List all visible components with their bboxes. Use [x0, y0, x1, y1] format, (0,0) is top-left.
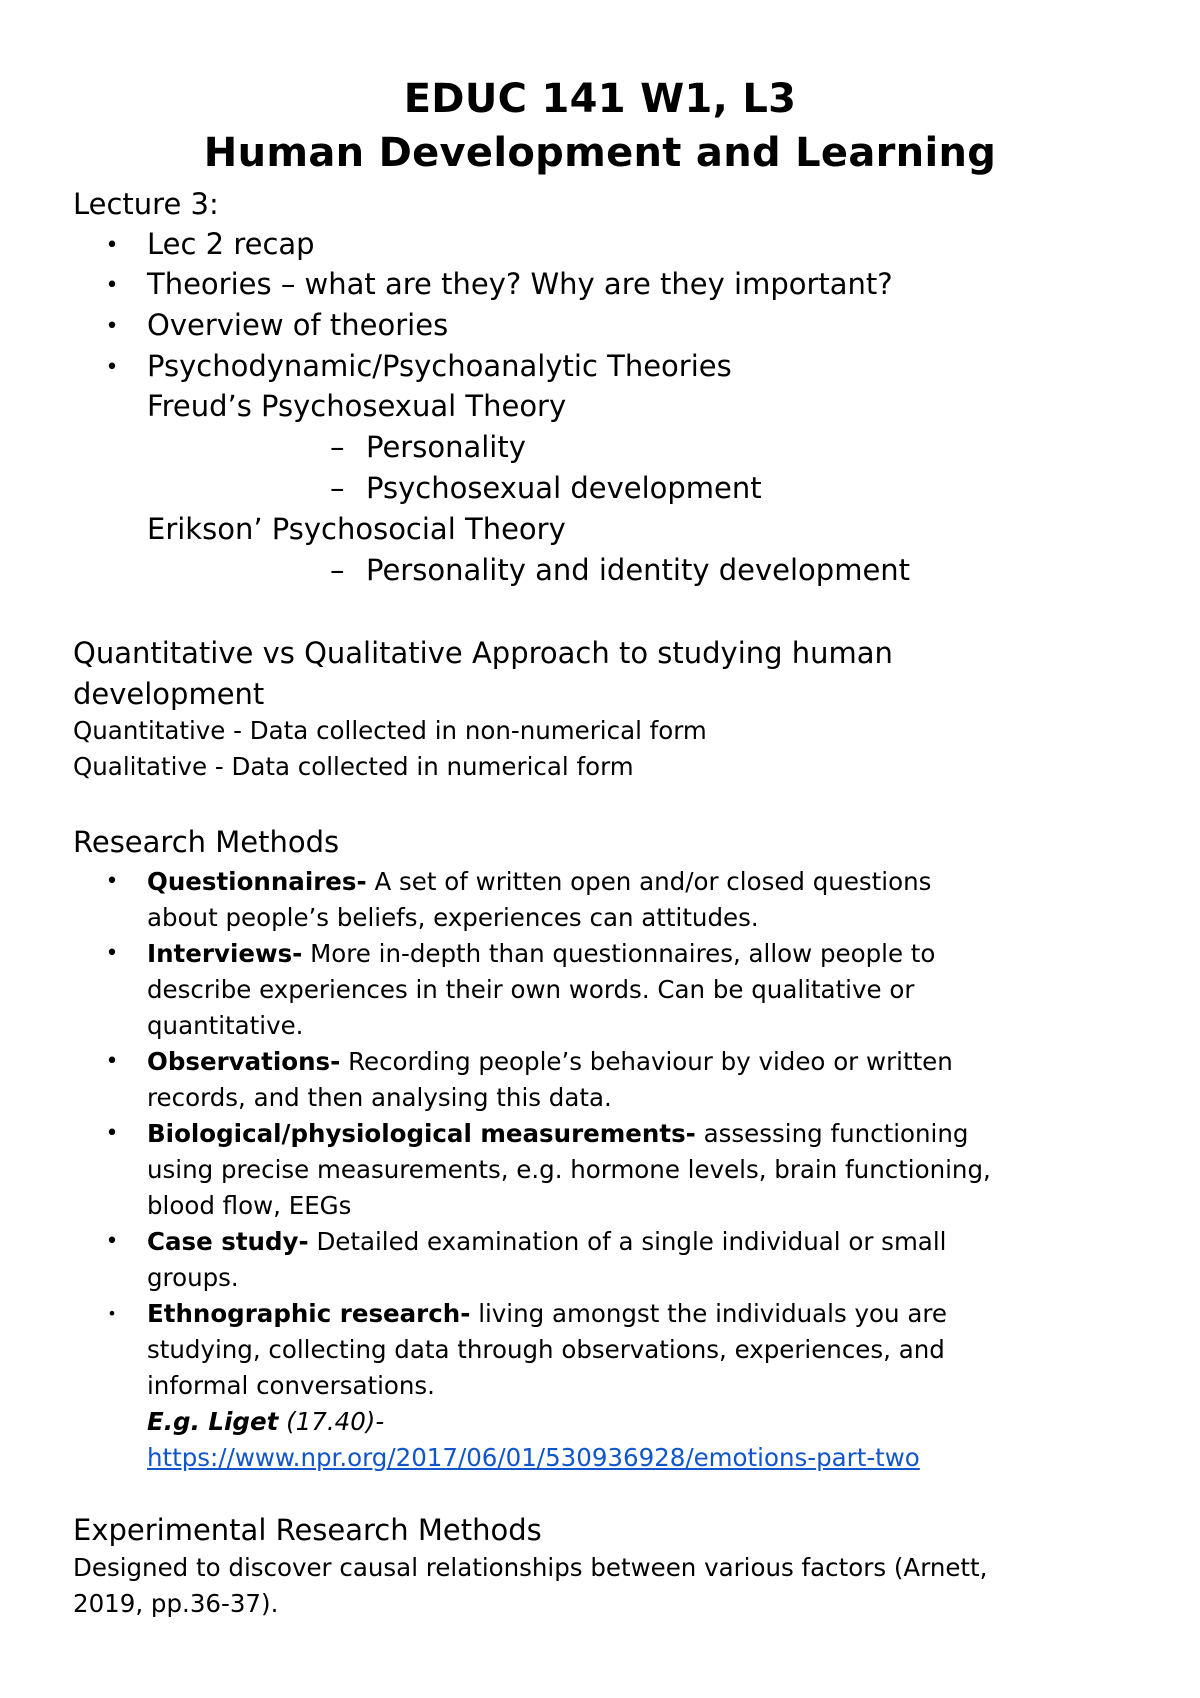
bullet-icon: • [105, 1049, 119, 1074]
method-description: informal conversations. [147, 1371, 435, 1400]
lecture-heading: Lecture 3: [73, 187, 219, 221]
bullet-icon: • [105, 941, 119, 966]
method-description: quantitative. [147, 1011, 304, 1040]
method-description: assessing functioning [695, 1119, 969, 1148]
method-description: A set of written open and/or closed questions [366, 867, 932, 896]
method-description: blood flow, EEGs [147, 1191, 352, 1220]
method-term: Case study- [147, 1227, 309, 1256]
erikson-theory-title: Erikson’ Psychosocial Theory [147, 512, 566, 546]
method-term: Ethnographic research- [147, 1299, 471, 1328]
bullet-icon: • [107, 1304, 117, 1323]
method-term: Questionnaires- [147, 867, 367, 896]
approach-heading-line1: Quantitative vs Qualitative Approach to studying human [73, 636, 893, 670]
method-term: Biological/physiological measurements- [147, 1119, 696, 1148]
course-title: EDUC 141 W1, L3 [403, 76, 797, 122]
bullet-icon: • [105, 869, 119, 894]
method-term: Observations- [147, 1047, 341, 1076]
bullet-icon: • [105, 314, 119, 339]
example-link[interactable] [147, 1442, 920, 1474]
quantitative-definition: Quantitative - Data collected in non-numerical form [73, 716, 707, 745]
method-description: groups. [147, 1263, 239, 1292]
research-methods-heading: Research Methods [73, 825, 340, 859]
qualitative-definition: Qualitative - Data collected in numerical form [73, 752, 634, 781]
erikson-point: Personality and identity development [366, 553, 911, 587]
method-description: studying, collecting data through observations, experiences, and [147, 1335, 945, 1364]
method-description: describe experiences in their own words. Can be qualitative or [147, 975, 915, 1004]
method-description: using precise measurements, e.g. hormone levels, brain functioning, [147, 1155, 991, 1184]
method-description: Recording people’s behaviour by video or written [340, 1047, 953, 1076]
method-description: living amongst the individuals you are [470, 1299, 947, 1328]
example-time: (17.40)- [278, 1407, 385, 1436]
experimental-heading: Experimental Research Methods [73, 1513, 542, 1547]
method-ethnographic [147, 1298, 947, 1330]
method-term: Interviews- [147, 939, 303, 968]
example-label: E.g. Liget [147, 1407, 279, 1436]
example-reference [147, 1406, 384, 1438]
lecture-item: Overview of theories [147, 308, 449, 342]
dash-icon: – [330, 471, 345, 505]
method-biological [147, 1118, 968, 1150]
bullet-icon: • [105, 233, 119, 258]
bullet-icon: • [105, 1229, 119, 1254]
example-link-text[interactable]: https://www.npr.org/2017/06/01/530936928/emotions-part-two [147, 1443, 920, 1472]
course-subtitle: Human Development and Learning [203, 130, 997, 176]
bullet-icon: • [105, 273, 119, 298]
approach-heading-line2: development [73, 677, 265, 711]
method-observations [147, 1046, 953, 1078]
freud-theory-title: Freud’s Psychosexual Theory [147, 389, 567, 423]
dash-icon: – [330, 553, 345, 587]
freud-point: Psychosexual development [366, 471, 762, 505]
bullet-icon: • [105, 355, 119, 380]
method-description: More in-depth than questionnaires, allow people to [302, 939, 936, 968]
method-case-study [147, 1226, 946, 1258]
method-description: records, and then analysing this data. [147, 1083, 612, 1112]
method-questionnaires [147, 866, 931, 898]
dash-icon: – [330, 430, 345, 464]
experimental-text-line2: 2019, pp.36-37). [73, 1589, 279, 1618]
lecture-item: Theories – what are they? Why are they important? [147, 267, 893, 301]
experimental-text-line1: Designed to discover causal relationships between various factors (Arnett, [73, 1553, 988, 1582]
freud-point: Personality [366, 430, 526, 464]
lecture-item: Lec 2 recap [147, 227, 315, 261]
bullet-icon: • [105, 1121, 119, 1146]
method-interviews [147, 938, 935, 970]
method-description: Detailed examination of a single individual or small [308, 1227, 947, 1256]
lecture-item: Psychodynamic/Psychoanalytic Theories [147, 349, 732, 383]
method-description: about people’s beliefs, experiences can attitudes. [147, 903, 759, 932]
